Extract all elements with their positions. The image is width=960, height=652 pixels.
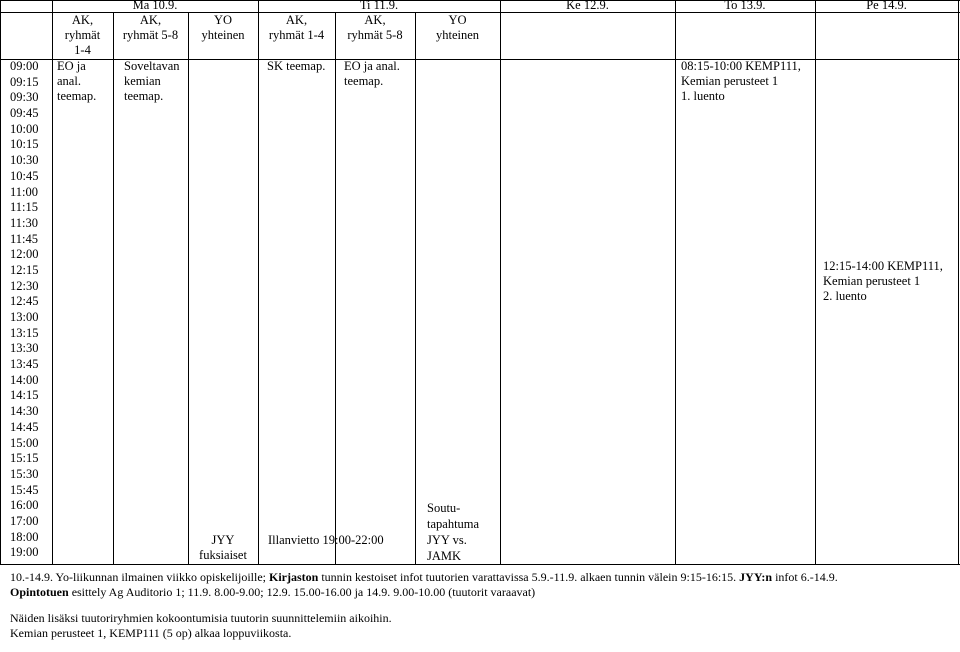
time-slot: 09:15 — [10, 74, 39, 89]
time-slot: 14:15 — [10, 388, 39, 403]
group-header-tue-a: AK, ryhmät 1-4 — [268, 13, 325, 42]
day-header-tue: Ti 11.9. — [359, 0, 399, 12]
time-slot: 11:00 — [10, 184, 39, 199]
time-column — [0, 59, 52, 561]
note-line-2: Opintotuen esittely Ag Auditorio 1; 11.9. 8.00-9.00; 12.9. 15.00-16.00 ja 14.9. 9.00-10.00 (tuutorit varaavat) — [10, 585, 536, 599]
event-mon-eo-anal: EO ja anal. teemap. — [57, 59, 97, 103]
event-wed-kemp111-lecture-1: 08:15-10:00 KEMP111, Kemian perusteet 1 1. luento — [681, 59, 801, 103]
time-slot: 16:00 — [10, 498, 39, 513]
time-slot: 13:00 — [10, 310, 39, 324]
grid-line-wed — [675, 0, 676, 564]
time-slot: 10:00 — [10, 121, 39, 136]
note-line-4: Kemian perusteet 1, KEMP111 (5 op) alkaa loppuviikosta. — [10, 626, 292, 640]
time-slot: 13:30 — [10, 341, 39, 356]
time-slot: 09:45 — [10, 106, 39, 121]
grid-line-time — [52, 0, 53, 564]
time-slot: 10:15 — [10, 137, 39, 152]
time-slot: 15:45 — [10, 482, 39, 497]
time-slot: 13:15 — [10, 325, 39, 340]
time-slot: 09:00 — [10, 59, 39, 73]
event-tue-soutu-tapahtuma: Soutu- tapahtuma JYY vs. JAMK — [427, 501, 480, 563]
grid-line-tue — [500, 0, 501, 564]
grid-line-mon — [258, 0, 259, 564]
time-slot: 12:45 — [10, 294, 39, 309]
group-header-tue-b: AK, ryhmät 5-8 — [347, 13, 403, 42]
time-slot: 14:45 — [10, 419, 39, 434]
group-header-mon-c: YO yhteinen — [201, 13, 245, 42]
time-slot: 15:30 — [10, 466, 39, 481]
time-slot: 12:00 — [10, 247, 39, 262]
note-line-1: 10.-14.9. Yo-liikunnan ilmainen viikko opiskelijoille; Kirjaston tunnin kestoiset infot tuutorien varattavissa 5.9.-11.9. alkaen tunnin välein 9:15-16:15. JYY:n infot 6.-14.9. — [10, 570, 838, 584]
time-slot: 10:45 — [10, 168, 39, 183]
time-slot: 15:00 — [10, 435, 39, 450]
time-slot: 09:30 — [10, 90, 39, 105]
time-slot: 19:00 — [10, 545, 39, 560]
event-tue-illanvietto: Illanvietto 19:00-22:00 — [268, 533, 384, 547]
day-header-mon: Ma 10.9. — [132, 0, 178, 12]
event-tue-sk-teemap: SK teemap. — [267, 59, 326, 73]
time-slot: 17:00 — [10, 513, 39, 528]
time-slot: 11:45 — [10, 231, 39, 246]
day-header-wed: Ke 12.9. — [566, 0, 609, 12]
event-mon-soveltavan-kemian: Soveltavan kemian teemap. — [124, 59, 180, 103]
event-fri-kemp111-lecture-2: 12:15-14:00 KEMP111, Kemian perusteet 1 2. luento — [823, 259, 943, 303]
time-slot: 15:15 — [10, 451, 39, 466]
time-slot: 11:30 — [10, 215, 39, 230]
note-line-3: Näiden lisäksi tuutoriryhmien kokoontumisia tuutorin suunnittelemiin aikoihin. — [10, 611, 392, 625]
group-header-mon-b: AK, ryhmät 5-8 — [122, 13, 179, 42]
time-slot: 13:45 — [10, 357, 39, 372]
day-header-thu: To 13.9. — [724, 0, 766, 12]
grid-line-tue-b — [415, 12, 416, 564]
time-slot: 10:30 — [10, 153, 39, 168]
notes — [10, 570, 955, 641]
time-slot: 18:00 — [10, 529, 39, 544]
grid-line-mon-a — [113, 12, 114, 564]
note-spacer — [10, 600, 955, 611]
time-slot: 14:00 — [10, 372, 39, 387]
grid-line-mon-b — [188, 12, 189, 564]
grid-line-tue-a — [335, 12, 336, 564]
grid-line-right — [958, 0, 959, 564]
grid-line-thu — [815, 0, 816, 564]
event-tue-eo-anal: EO ja anal. teemap. — [344, 59, 400, 88]
time-slot: 11:15 — [10, 200, 39, 215]
grid-line-table-bottom — [0, 564, 960, 565]
time-slot: 12:15 — [10, 262, 39, 277]
time-slot: 12:30 — [10, 278, 39, 293]
day-header-fri: Pe 14.9. — [866, 0, 907, 12]
group-header-tue-c: YO yhteinen — [435, 13, 480, 42]
group-header-mon-a: AK, ryhmät 1-4 — [64, 13, 101, 57]
time-slot: 14:30 — [10, 404, 39, 419]
event-mon-jyy-fuksiaiset: JYY fuksiaiset — [199, 533, 247, 562]
